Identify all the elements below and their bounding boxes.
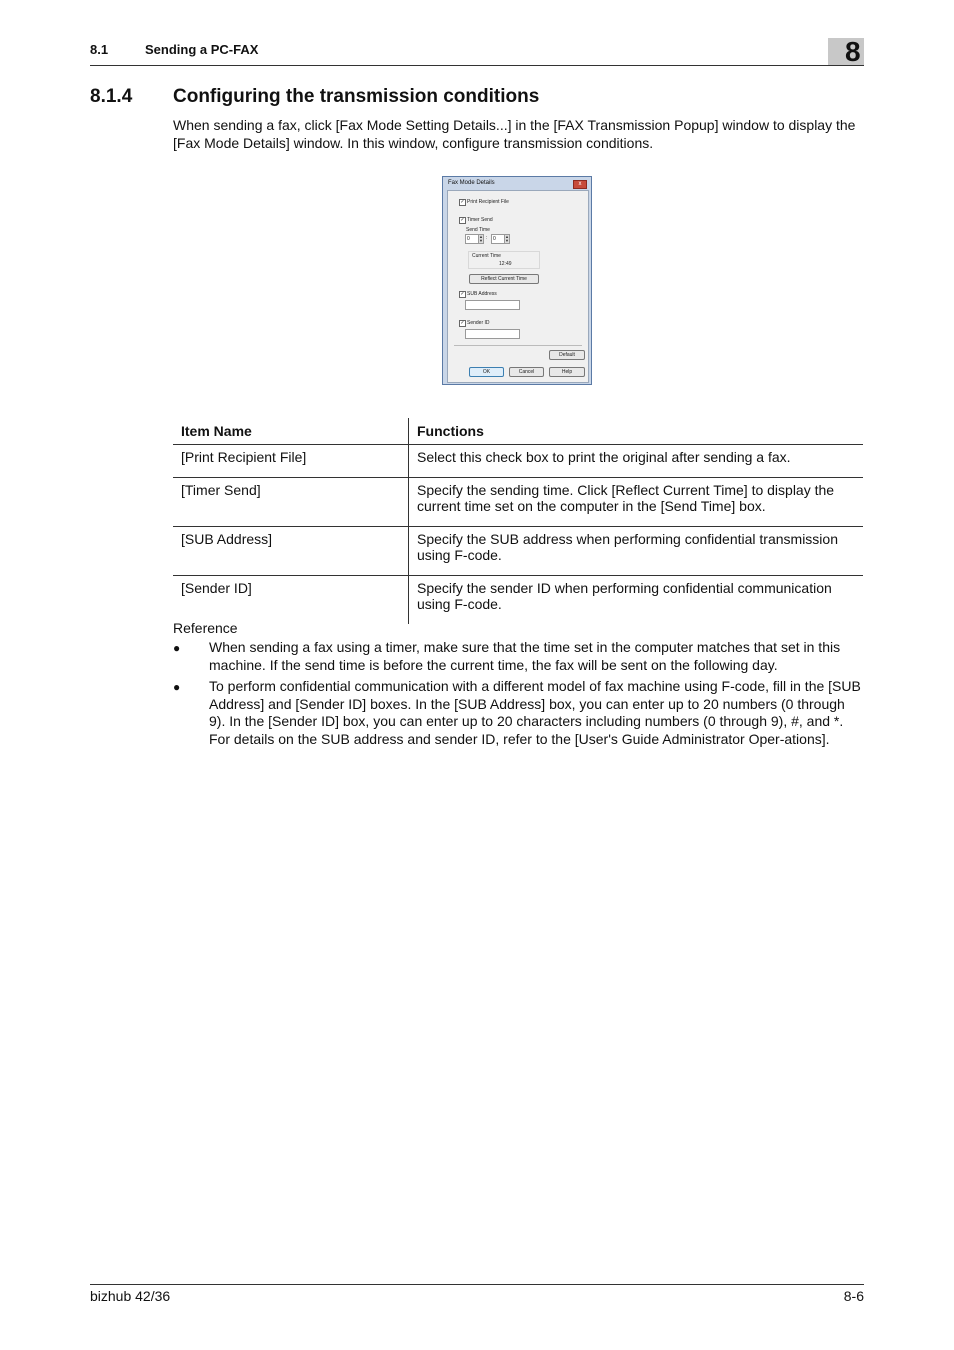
print-recipient-file-label: Print Recipient File	[467, 199, 509, 205]
footer-page-number: 8-6	[843, 1288, 864, 1304]
ok-button[interactable]: OK	[469, 367, 504, 377]
fax-mode-details-dialog	[442, 176, 592, 385]
sub-address-field[interactable]	[465, 300, 520, 310]
sender-id-checkbox[interactable]: ✓	[460, 320, 465, 326]
header-rule	[90, 65, 864, 66]
cancel-button[interactable]: Cancel	[509, 367, 544, 377]
table-header-row	[173, 418, 863, 445]
current-time-group	[468, 251, 540, 269]
header-section-number: 8.1	[90, 42, 109, 57]
heading-number: 8.1.4	[90, 86, 133, 107]
print-recipient-file-checkbox[interactable]: ✓	[460, 199, 465, 205]
column-header-item-name: Item Name	[173, 418, 409, 445]
column-header-functions: Functions	[409, 418, 864, 445]
spin-up-icon: ▲	[479, 234, 483, 239]
hour-value: 0	[467, 236, 470, 242]
minute-spinner[interactable]	[504, 234, 510, 244]
dialog-separator	[454, 345, 582, 346]
reflect-current-time-button[interactable]: Reflect Current Time	[469, 274, 539, 284]
page-title: Configuring the transmission conditions	[173, 86, 540, 107]
spin-down-icon: ▼	[479, 238, 483, 243]
timer-send-label: Timer Send	[467, 217, 493, 223]
timer-send-checkbox[interactable]: ✓	[460, 217, 465, 223]
minute-value: 0	[493, 236, 496, 242]
item-name-cell: [SUB Address]	[173, 527, 409, 576]
send-time-label: Send Time	[466, 227, 490, 233]
functions-cell: Specify the sending time. Click [Reflect Current Time] to display the current time set on the computer in the [Send Time] box.	[409, 478, 864, 527]
default-button[interactable]: Default	[549, 350, 585, 360]
dialog-body	[447, 190, 589, 383]
time-colon: :	[486, 235, 488, 241]
intro-paragraph: When sending a fax, click [Fax Mode Setting Details...] in the [FAX Transmission Popup] window to display the [Fax Mode Details] window. In this window, configure transmission conditions.	[173, 117, 856, 151]
item-name-cell: [Timer Send]	[173, 478, 409, 527]
minute-field[interactable]	[491, 234, 505, 244]
sub-address-label: SUB Address	[467, 291, 497, 297]
sub-address-checkbox[interactable]: ✓	[460, 291, 465, 297]
spin-up-icon: ▲	[505, 234, 509, 239]
reference-item: When sending a fax using a timer, make sure that the time set in the computer matches that set in this machine. If the send time is before the current time, the fax will be sent on the following day.	[209, 639, 841, 673]
header-section-title: Sending a PC-FAX	[145, 42, 259, 57]
current-time-label: Current Time	[472, 253, 501, 259]
functions-cell: Specify the sender ID when performing confidential communication using F-code.	[417, 580, 832, 612]
table-row	[173, 576, 863, 625]
bullet-icon: ●	[173, 641, 181, 655]
table-row	[173, 527, 863, 576]
item-name-cell: [Print Recipient File]	[173, 445, 409, 478]
footer-product: bizhub 42/36	[90, 1288, 171, 1304]
help-button[interactable]: Help	[549, 367, 585, 377]
hour-spinner[interactable]	[478, 234, 484, 244]
functions-cell: Specify the SUB address when performing confidential transmission using F-code.	[409, 527, 864, 576]
sender-id-field[interactable]	[465, 329, 520, 339]
sender-id-label: Sender ID	[467, 320, 490, 326]
table-row	[173, 478, 863, 527]
dialog-title: Fax Mode Details	[448, 180, 495, 186]
hour-field[interactable]	[465, 234, 479, 244]
functions-cell: Select this check box to print the original after sending a fax.	[409, 445, 864, 478]
item-name-cell: [Sender ID]	[173, 576, 409, 625]
close-icon[interactable]: x	[573, 180, 587, 189]
chapter-number: 8	[845, 36, 861, 67]
footer-rule	[90, 1284, 864, 1285]
table-row	[173, 445, 863, 478]
functions-table	[173, 418, 863, 624]
current-time-value: 12:49	[499, 261, 512, 267]
bullet-icon: ●	[173, 680, 181, 694]
reference-label: Reference	[173, 620, 238, 636]
reference-item: To perform confidential communication with a different model of fax machine using F-code, fill in the [SUB Address] and [Sender ID] boxes. In the [SUB Address] box, you can enter up to 20 numbers (0 through 9). In the [Sender ID] box, you can enter up to 20 characters including numbers (0 through 9), #, and *. For details on the SUB address and sender ID, refer to the [User's Guide Administrator Oper-ations].	[209, 678, 861, 747]
spin-down-icon: ▼	[505, 238, 509, 243]
